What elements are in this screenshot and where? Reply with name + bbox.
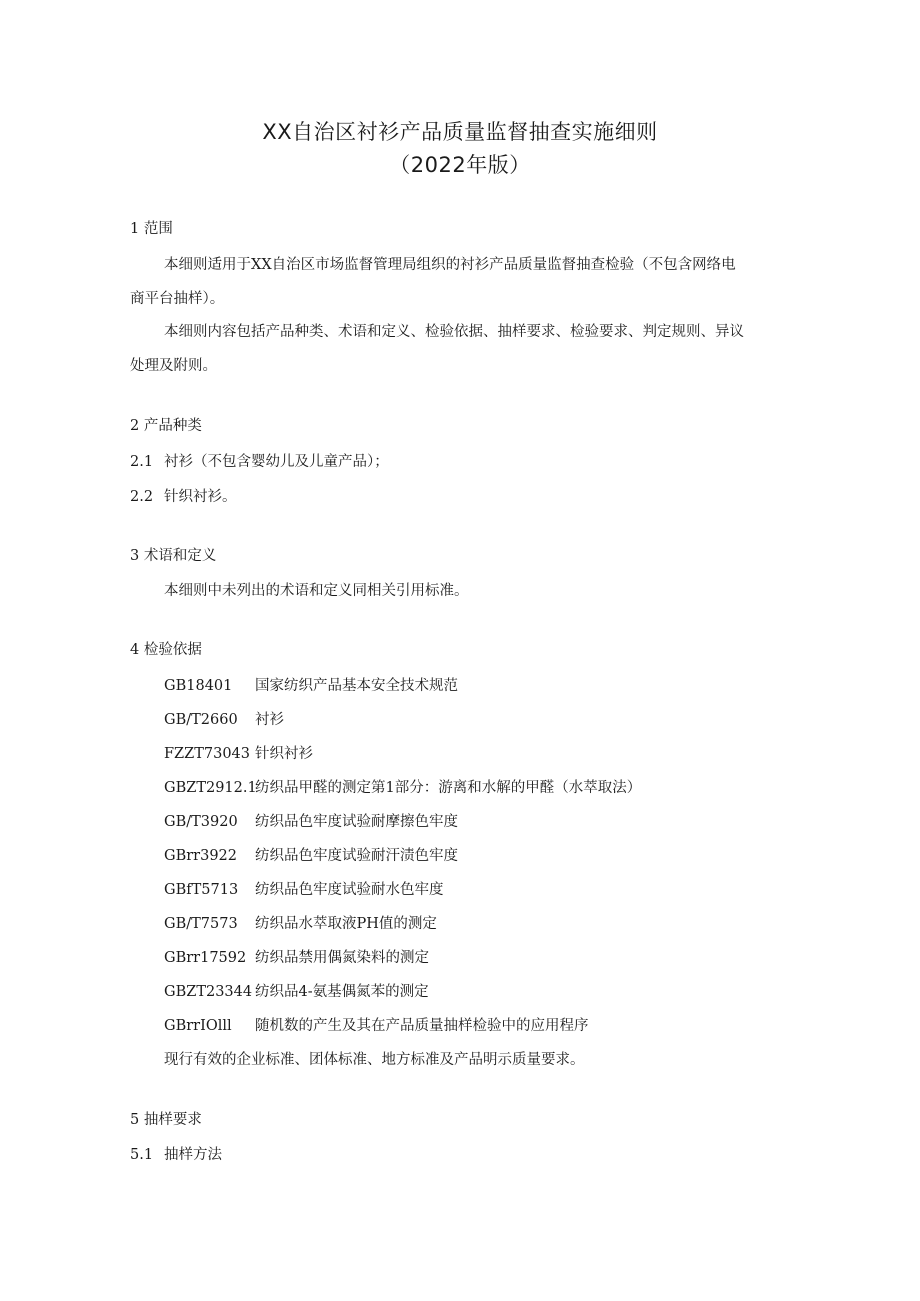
section-1-heading: 1 范围 [130,221,173,237]
list-item-text: 抽样方法 [164,1147,222,1163]
standard-code: GB/T7573 [164,916,238,932]
standard-row [164,948,429,968]
standard-code: GB18401 [164,678,233,694]
standard-row [164,778,641,798]
list-item-number: 2.1 [130,454,154,470]
standard-name: 纺织品色牢度试验耐摩擦色牢度 [255,814,458,830]
standard-name: 纺织品色牢度试验耐汗渍色牢度 [255,848,458,864]
standard-row [164,1016,589,1036]
document-subtitle: （2022年版） [389,153,531,177]
section-2-heading: 2 产品种类 [130,418,202,434]
section-1-paragraph-1-line-1: 本细则适用于XX自治区市场监督管理局组织的衬衫产品质量监督抽查检验（不包含网络电 [164,257,736,273]
standard-row [164,880,444,900]
section-5-heading: 5 抽样要求 [130,1112,202,1128]
standard-row [164,676,458,696]
section-1-paragraph-2-line-1: 本细则内容包括产品种类、术语和定义、检验依据、抽样要求、检验要求、判定规则、异议 [164,324,744,340]
standard-code: GB/T2660 [164,712,238,728]
standard-code: GBrr17592 [164,950,247,966]
list-item-text: 衬衫（不包含婴幼儿及儿童产品）； [164,454,389,470]
standard-code: GB/T3920 [164,814,238,830]
standard-name: 纺织品色牢度试验耐水色牢度 [255,882,444,898]
standard-row [164,914,437,934]
standard-row [164,982,429,1002]
standard-name: 衬衫 [255,712,284,728]
section-4-heading: 4 检验依据 [130,642,202,658]
section-1-paragraph-1-line-2: 商平台抽样）。 [130,291,225,307]
standard-name: 针织衬衫 [255,746,313,762]
standard-name: 纺织品水萃取液PH值的测定 [255,916,437,932]
standard-name: 纺织品禁用偶氮染料的测定 [255,950,429,966]
list-item [130,1145,222,1165]
list-item-number: 2.2 [130,489,154,505]
standard-row [164,744,313,764]
section-4-closing-paragraph: 现行有效的企业标准、团体标准、地方标准及产品明示质量要求。 [164,1052,585,1068]
standard-code: GBfT5713 [164,882,239,898]
standard-row [164,846,458,866]
standard-name: 纺织品4-氨基偶氮苯的测定 [255,984,429,1000]
standard-code: GBrr3922 [164,848,238,864]
standard-code: GBZT23344 [164,984,253,1000]
standard-name: 国家纺织产品基本安全技术规范 [255,678,458,694]
list-item [130,452,389,472]
standard-name: 纺织品甲醛的测定第1部分：游离和水解的甲醛（水萃取法） [255,780,642,796]
standard-code: FZZT73043 [164,746,251,762]
section-1-paragraph-2-line-2: 处理及附则。 [130,358,217,374]
standard-code: GBrrIOlll [164,1018,232,1034]
section-3-paragraph: 本细则中未列出的术语和定义同相关引用标准。 [164,583,469,599]
list-item-text: 针织衬衫。 [164,489,237,505]
list-item [130,487,237,507]
standard-code: GBZT2912.1 [164,780,257,796]
standard-row [164,812,458,832]
standard-name: 随机数的产生及其在产品质量抽样检验中的应用程序 [255,1018,589,1034]
standard-row [164,710,284,730]
list-item-number: 5.1 [130,1147,154,1163]
section-3-heading: 3 术语和定义 [130,548,217,564]
document-title: XX自治区衬衫产品质量监督抽查实施细则 [262,120,658,144]
